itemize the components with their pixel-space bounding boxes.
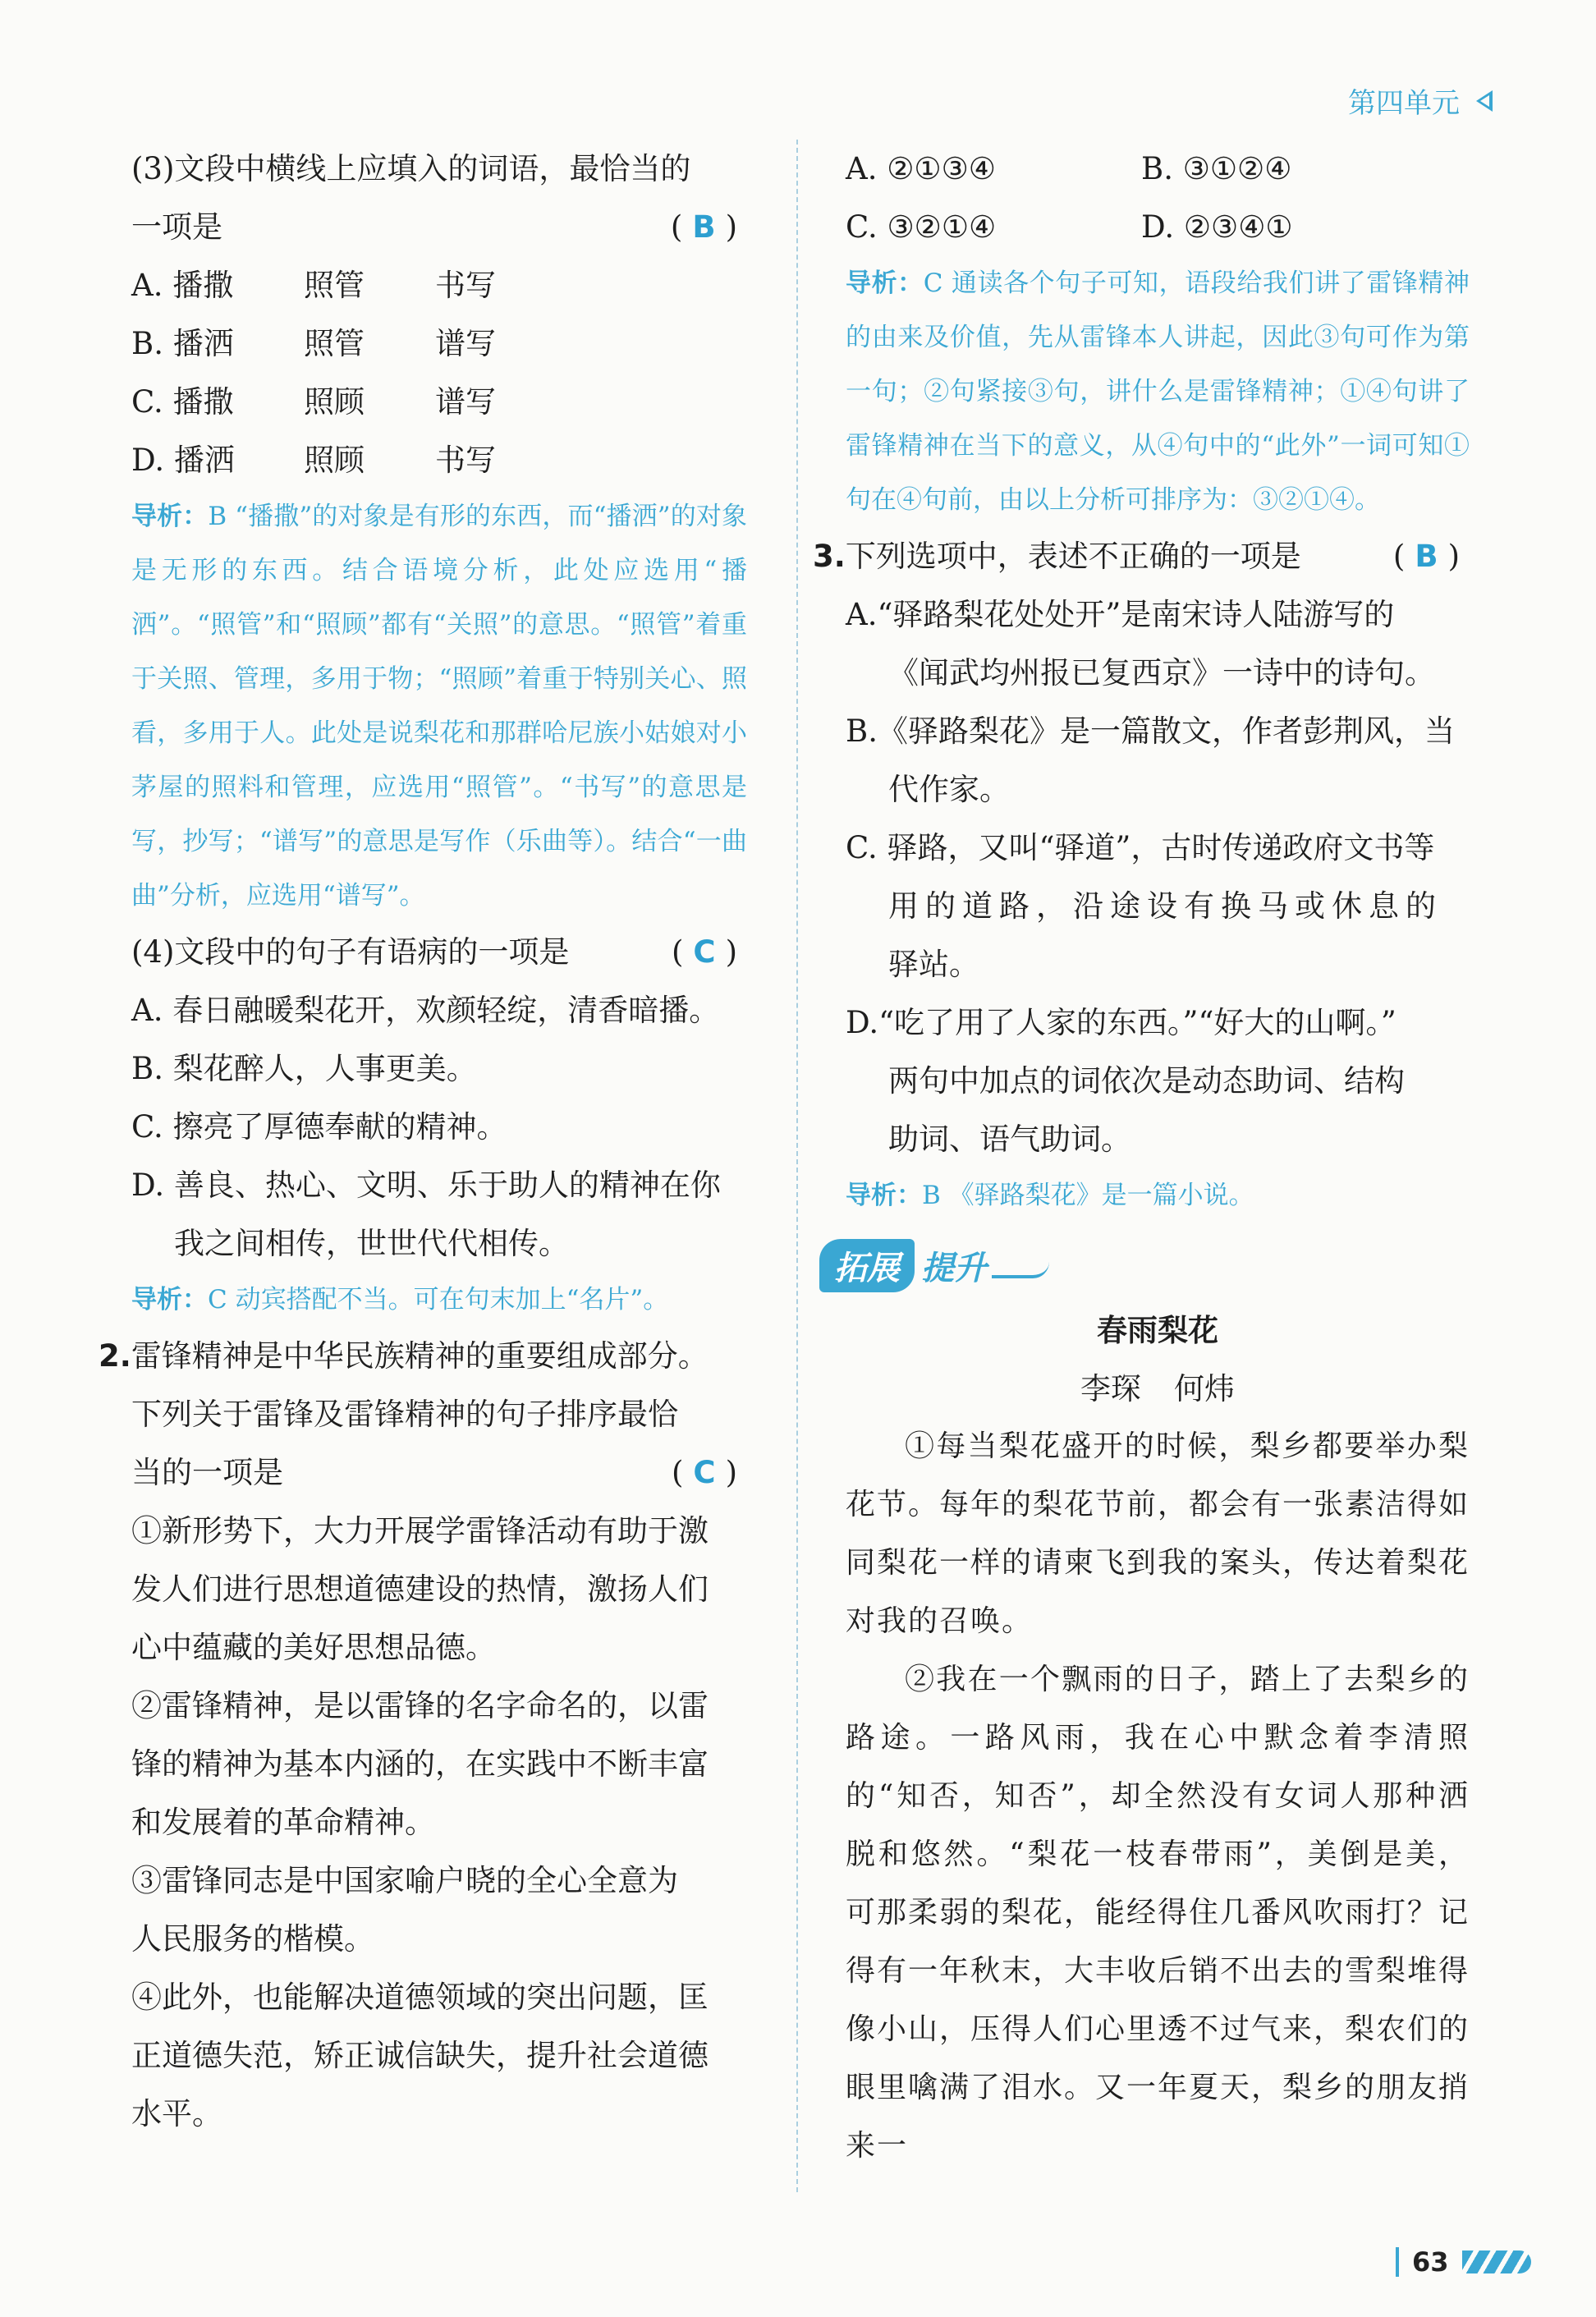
author-2: 何炜 xyxy=(1174,1371,1235,1406)
q2-option-a: A. ②①③④ xyxy=(846,151,996,186)
q3-option-b xyxy=(131,314,747,373)
q4-answer-paren: (C) xyxy=(671,934,747,970)
article-title: 春雨梨花 xyxy=(1097,1313,1218,1348)
q4-guide-text: C 动宾搭配不当。可在句末加上“名片”。 xyxy=(208,1285,669,1314)
q3b-option-b-cont: 代作家。 xyxy=(888,772,1010,807)
q3-guide xyxy=(131,489,747,923)
q3-guide-text: B “播撒”的对象是有形的东西，而“播洒”的对象是无形的东西。结合语境分析，此处应选用“播洒”。“照管”和“照顾”都有“关照”的意思。“照管”着重于关照、管理，多用于物；“照顾”着重于特别关心、照看，多用于人。此处是说梨花和那群哈尼族小姑娘对小茅屋的照料和管理，应选用“照管”。“书写”的意思是写，抄写；“谱写”的意思是写作（乐曲等）。结合“一曲曲”分析，应选用“谱写”。 xyxy=(131,502,747,911)
q3-stem-text: 一项是 xyxy=(131,209,222,245)
swoosh-icon xyxy=(992,1262,1049,1278)
q3-answer-paren: (B) xyxy=(670,209,747,245)
q2-sentence-line: 锋的精神为基本内涵的，在实践中不断丰富 xyxy=(131,1746,709,1782)
q3b-option-a-cont: 《闻武均州报已复西京》一诗中的诗句。 xyxy=(888,655,1435,691)
q2-sentence-line: 发人们进行思想道德建设的热情，激扬人们 xyxy=(131,1571,709,1607)
q2-sentence-line: 和发展着的革命精神。 xyxy=(131,1805,435,1840)
section-tag-box: 拓展 xyxy=(819,1239,915,1292)
q2-sentence-line: 正道德失范，矫正诚信缺失，提升社会道德 xyxy=(131,2038,709,2073)
q3b-number: 3. xyxy=(813,539,846,574)
q2-stem-line3 xyxy=(131,1443,747,1502)
q3b-option-a: A.“驿路梨花处处开”是南宋诗人陆游写的 xyxy=(846,597,1395,632)
q2-stem-text3: 当的一项是 xyxy=(131,1455,283,1490)
guide-label: 导析： xyxy=(131,1285,208,1314)
opt-a-2: 照管 xyxy=(304,268,365,303)
q4-option-d-cont: 我之间相传，世世代代相传。 xyxy=(174,1226,569,1261)
opt-b-3: 谱写 xyxy=(435,326,496,361)
q2-sentence-line: 人民服务的楷模。 xyxy=(131,1921,374,1957)
q2-option-b: B. ③①②④ xyxy=(1141,151,1292,186)
opt-d-3: 书写 xyxy=(435,443,496,478)
q4-answer: C xyxy=(693,934,726,970)
q4-option-d: D. 善良、热心、文明、乐于助人的精神在你 xyxy=(131,1168,721,1203)
opt-b-2: 照管 xyxy=(304,326,365,361)
q2-answer-paren: (C) xyxy=(671,1455,747,1490)
opt-a-3: 书写 xyxy=(435,268,496,303)
opt-b-1: B. 播洒 xyxy=(131,326,234,361)
q4-option-b: B. 梨花醉人，人事更美。 xyxy=(131,1051,477,1086)
left-column xyxy=(99,140,747,2143)
page-number: 63 xyxy=(1412,2246,1449,2278)
q3b-guide-text: B 《驿路梨花》是一篇小说。 xyxy=(922,1181,1254,1210)
triangle-icon xyxy=(1476,90,1493,112)
q2-number: 2. xyxy=(99,1338,131,1374)
opt-d-2: 照顾 xyxy=(304,443,365,478)
q2-sentence-line: ②雷锋精神，是以雷锋的名字命名的，以雷 xyxy=(131,1688,709,1723)
q2-option-d: D. ②③④① xyxy=(1141,209,1293,245)
unit-title: 第四单元 xyxy=(1348,87,1460,120)
q4-option-c: C. 擦亮了厚德奉献的精神。 xyxy=(131,1109,507,1145)
opt-c-1: C. 播撒 xyxy=(131,384,234,420)
q2-sentence-line: ③雷锋同志是中国家喻户晓的全心全意为 xyxy=(131,1863,678,1898)
q3b-option-b: B.《驿路梨花》是一篇散文，作者彭荆风，当 xyxy=(846,713,1455,749)
opt-c-2: 照顾 xyxy=(304,384,365,420)
q2-sentence-line: ④此外，也能解决道德领域的突出问题，匡 xyxy=(131,1980,709,2015)
q2-guide-text: C 通读各个句子可知，语段给我们讲了雷锋精神的由来及价值，先从雷锋本人讲起，因此③句可作为第一句；②句紧接③句，讲什么是雷锋精神；①④句讲了雷锋精神在当下的意义，从④句中的“此外”一词可知①句在④句前，由以上分析可排序为：③②①④。 xyxy=(846,268,1470,515)
q2-sentence-line: 水平。 xyxy=(131,2096,222,2131)
q3b-stem-wrap xyxy=(813,527,1301,585)
guide-label: 导析： xyxy=(846,1181,922,1210)
q2-stem-line1 xyxy=(99,1327,747,1385)
q2-sentence-line: 心中蕴藏的美好思想品德。 xyxy=(131,1630,496,1665)
unit-header xyxy=(1348,80,1493,121)
q3-option-d xyxy=(131,431,747,489)
guide-label: 导析： xyxy=(131,502,209,531)
column-divider xyxy=(796,140,798,2192)
q2-sentence-line: ①新形势下，大力开展学雷锋活动有助于激 xyxy=(131,1513,709,1548)
section-tag xyxy=(819,1239,1470,1292)
q3b-option-c-cont2: 驿站。 xyxy=(888,947,979,982)
q3b-answer-paren: (B) xyxy=(1392,539,1470,574)
page-footer xyxy=(1396,2246,1531,2278)
q2-option-c: C. ③②①④ xyxy=(846,209,997,245)
q3b-stem-text: 下列选项中，表述不正确的一项是 xyxy=(845,539,1301,574)
q3-stem-line1: (3)文段中横线上应填入的词语，最恰当的 xyxy=(131,151,691,186)
q3-option-a xyxy=(131,256,747,314)
opt-c-3: 谱写 xyxy=(435,384,496,420)
section-tag-text: 提升 xyxy=(921,1250,987,1287)
q3b-option-d-cont2: 助词、语气助词。 xyxy=(888,1122,1131,1157)
q3-stem-line2 xyxy=(131,198,747,256)
q4-guide xyxy=(131,1273,747,1327)
q3b-guide xyxy=(846,1168,1470,1223)
q2-answer: C xyxy=(693,1455,726,1490)
q3b-answer: B xyxy=(1415,539,1448,574)
q3b-option-d-cont: 两句中加点的词依次是动态助词、结构 xyxy=(888,1063,1405,1099)
q4-stem xyxy=(131,923,747,981)
q2-stem-line2: 下列关于雷锋及雷锋精神的句子排序最恰 xyxy=(131,1397,678,1432)
article-authors xyxy=(846,1361,1470,1417)
q2-stem-text1: 雷锋精神是中华民族精神的重要组成部分。 xyxy=(131,1338,709,1374)
q3b-option-d: D.“吃了用了人家的东西。”“好大的山啊。” xyxy=(846,1005,1396,1040)
q2-options-row1 xyxy=(846,140,1470,198)
opt-d-1: D. 播洒 xyxy=(131,443,235,478)
q3-option-c xyxy=(131,373,747,431)
paragraph-1: ①每当梨花盛开的时候，梨乡都要举办梨花节。每年的梨花节前，都会有一张素洁得如同梨花一样的请柬飞到我的案头，传达着梨花对我的召唤。 xyxy=(846,1429,1470,1638)
guide-label: 导析： xyxy=(846,268,924,298)
q2-options-row2 xyxy=(846,198,1470,256)
opt-a-1: A. 播撒 xyxy=(131,268,234,303)
stripes-icon xyxy=(1462,2250,1531,2273)
right-column xyxy=(813,140,1470,2175)
footer-bar xyxy=(1396,2247,1399,2277)
author-1: 李琛 xyxy=(1080,1371,1141,1406)
q3b-option-c-cont: 用的道路，沿途设有换马或休息的 xyxy=(888,888,1442,924)
q3b-option-c: C. 驿路，又叫“驿道”，古时传递政府文书等 xyxy=(846,830,1435,865)
q3-answer: B xyxy=(692,209,726,245)
q4-stem-text: (4)文段中的句子有语病的一项是 xyxy=(131,934,570,970)
q2-guide xyxy=(846,256,1470,527)
q3b-stem xyxy=(813,527,1470,585)
paragraph-2: ②我在一个飘雨的日子，踏上了去梨乡的路途。一路风雨，我在心中默念着李清照的“知否，知否”，却全然没有女词人那种洒脱和悠然。“梨花一枝春带雨”，美倒是美，可那柔弱的梨花，能经得住几番风吹雨打？记得有一年秋末，大丰收后销不出去的雪梨堆得像小山，压得人们心里透不过气来，梨农们的眼里噙满了泪水。又一年夏天，梨乡的朋友捎来一 xyxy=(846,1663,1470,2163)
q4-option-a: A. 春日融暖梨花开，欢颜轻绽，清香暗播。 xyxy=(131,993,720,1028)
